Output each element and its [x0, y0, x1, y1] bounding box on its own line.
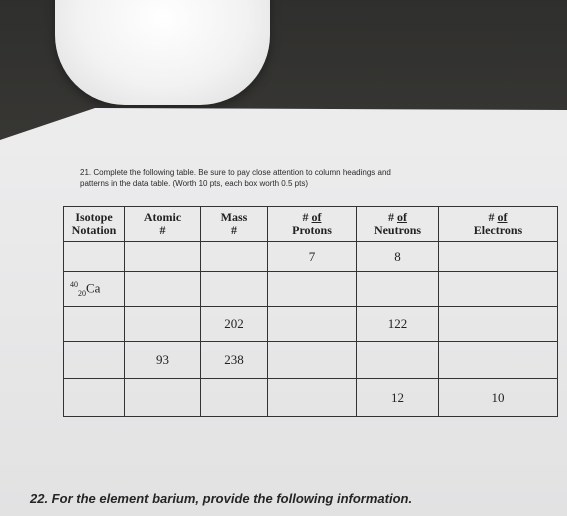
header-neutrons: # of Neutrons — [357, 207, 439, 242]
cell: 93 — [125, 342, 201, 379]
cell — [439, 307, 558, 342]
white-cup — [55, 0, 270, 105]
table-row — [64, 342, 558, 379]
table-row — [64, 307, 558, 342]
table-row — [64, 379, 558, 417]
cell — [64, 242, 125, 272]
header-mass-number: Mass # — [201, 207, 268, 242]
cell: 12 — [357, 379, 439, 417]
cell — [357, 272, 439, 307]
cell — [201, 242, 268, 272]
cell — [268, 379, 357, 417]
cell: 122 — [357, 307, 439, 342]
isotope-notation-cell: $^{40}_{20}$Ca — [64, 272, 125, 307]
cell — [439, 242, 558, 272]
cell: 238 — [201, 342, 268, 379]
cell — [439, 342, 558, 379]
cell — [201, 379, 268, 417]
table-row — [64, 272, 558, 307]
table-header-row — [64, 207, 558, 242]
question-21-line1: 21. Complete the following table. Be sure to pay close attention to column headings and — [80, 168, 391, 177]
cell: 10 — [439, 379, 558, 417]
cell: 8 — [357, 242, 439, 272]
question-22: 22. For the element barium, provide the following information. — [30, 491, 413, 506]
cell — [268, 272, 357, 307]
question-21-line2: patterns in the data table. (Worth 10 pts, each box worth 0.5 pts) — [80, 179, 308, 188]
table-row — [64, 242, 558, 272]
cell — [357, 342, 439, 379]
cell — [125, 242, 201, 272]
isotope-table — [63, 206, 558, 417]
header-protons: # of Protons — [268, 207, 357, 242]
cell: 7 — [268, 242, 357, 272]
cell — [125, 272, 201, 307]
cell — [268, 307, 357, 342]
header-isotope-notation: Isotope Notation — [64, 207, 125, 242]
cell — [64, 307, 125, 342]
cell — [64, 342, 125, 379]
header-electrons: # of Electrons — [439, 207, 558, 242]
header-atomic-number: Atomic # — [125, 207, 201, 242]
cell — [125, 379, 201, 417]
cell — [125, 307, 201, 342]
cell: 202 — [201, 307, 268, 342]
cell — [268, 342, 357, 379]
question-21 — [80, 167, 530, 189]
cell — [201, 272, 268, 307]
cell — [64, 379, 125, 417]
cell — [439, 272, 558, 307]
